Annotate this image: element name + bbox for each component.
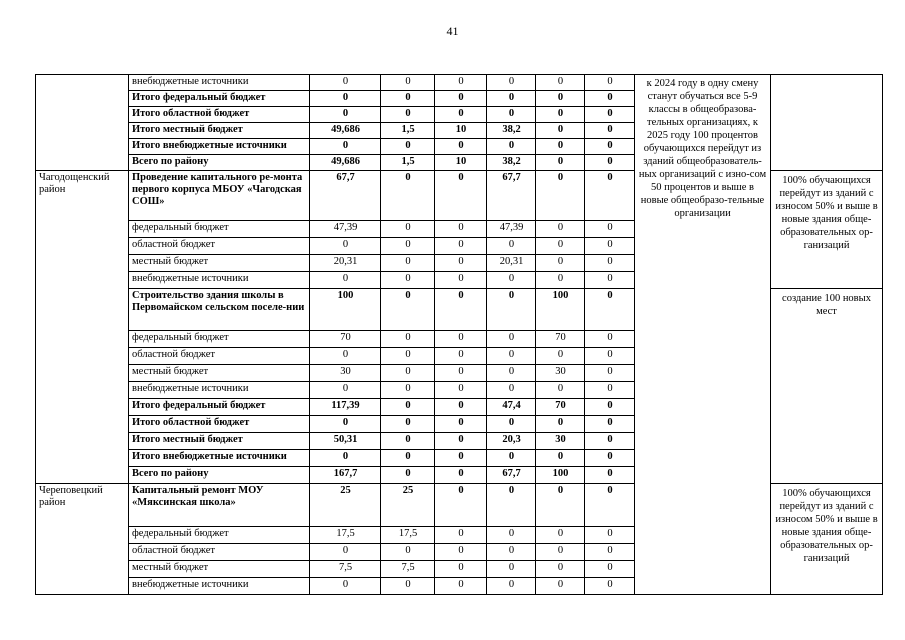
value-cell: 0: [435, 289, 487, 331]
value-cell: 47,4: [487, 399, 536, 416]
value-cell: 0: [585, 416, 635, 433]
value-cell: 1,5: [381, 155, 435, 171]
value-cell: 0: [310, 139, 381, 155]
page-number: 41: [446, 24, 459, 38]
row-label: федеральный бюджет: [129, 331, 310, 348]
value-cell: 0: [487, 238, 536, 255]
value-cell: 0: [585, 238, 635, 255]
table-body: [36, 75, 883, 595]
value-cell: 17,5: [381, 527, 435, 544]
value-cell: 0: [487, 484, 536, 527]
value-cell: 0: [381, 238, 435, 255]
value-cell: 47,39: [310, 221, 381, 238]
value-cell: 0: [585, 578, 635, 595]
row-label: областной бюджет: [129, 544, 310, 561]
value-cell: 100: [536, 467, 585, 484]
value-cell: 0: [435, 238, 487, 255]
value-cell: 38,2: [487, 123, 536, 139]
value-cell: 67,7: [310, 171, 381, 221]
value-cell: 0: [585, 467, 635, 484]
row-label: Капитальный ремонт МОУ «Мяксинская школа»: [129, 484, 310, 527]
value-cell: 30: [536, 365, 585, 382]
value-cell: 0: [435, 107, 487, 123]
value-cell: 0: [536, 255, 585, 272]
value-cell: 0: [381, 107, 435, 123]
value-cell: 47,39: [487, 221, 536, 238]
value-cell: 0: [310, 348, 381, 365]
value-cell: 0: [310, 578, 381, 595]
value-cell: 0: [585, 544, 635, 561]
result-cell: [771, 75, 883, 171]
value-cell: 0: [536, 91, 585, 107]
value-cell: 67,7: [487, 171, 536, 221]
value-cell: 30: [536, 433, 585, 450]
value-cell: 0: [585, 107, 635, 123]
value-cell: 70: [310, 331, 381, 348]
value-cell: 0: [585, 255, 635, 272]
value-cell: 0: [585, 399, 635, 416]
row-label: федеральный бюджет: [129, 221, 310, 238]
row-label: Итого областной бюджет: [129, 107, 310, 123]
value-cell: 0: [381, 399, 435, 416]
value-cell: 0: [536, 272, 585, 289]
value-cell: 0: [435, 416, 487, 433]
value-cell: 0: [585, 75, 635, 91]
value-cell: 0: [585, 91, 635, 107]
value-cell: 0: [487, 75, 536, 91]
value-cell: 0: [536, 416, 585, 433]
value-cell: 0: [381, 382, 435, 399]
value-cell: 0: [487, 416, 536, 433]
value-cell: 0: [381, 221, 435, 238]
value-cell: 0: [381, 578, 435, 595]
value-cell: 0: [585, 433, 635, 450]
value-cell: 20,3: [487, 433, 536, 450]
value-cell: 0: [435, 331, 487, 348]
value-cell: 0: [381, 365, 435, 382]
value-cell: 0: [585, 171, 635, 221]
value-cell: 0: [435, 399, 487, 416]
value-cell: 0: [381, 75, 435, 91]
row-label: местный бюджет: [129, 561, 310, 578]
row-label: Итого федеральный бюджет: [129, 399, 310, 416]
value-cell: 0: [585, 484, 635, 527]
value-cell: 0: [536, 155, 585, 171]
value-cell: 0: [487, 139, 536, 155]
value-cell: 30: [310, 365, 381, 382]
district-cell: Чагодощенский район: [36, 171, 129, 484]
value-cell: 0: [381, 544, 435, 561]
value-cell: 0: [381, 331, 435, 348]
value-cell: 0: [435, 561, 487, 578]
value-cell: 25: [381, 484, 435, 527]
value-cell: 0: [536, 544, 585, 561]
value-cell: 50,31: [310, 433, 381, 450]
value-cell: 0: [585, 450, 635, 467]
note-cell: к 2024 году в одну смену станут обучаться все 5-9 классы в общеобразова-тельных организациях, к 2025 году 100 процентов обучающихся перейдут из зданий общеобразователь-ных организаций с изно-сом 50 процентов и выше в новые общеобразо-тельные организации: [635, 75, 771, 595]
value-cell: 0: [585, 331, 635, 348]
value-cell: 0: [585, 289, 635, 331]
value-cell: 0: [536, 382, 585, 399]
value-cell: 0: [487, 331, 536, 348]
value-cell: 0: [487, 450, 536, 467]
value-cell: 0: [310, 450, 381, 467]
result-cell: 100% обучающихся перейдут из зданий с износом 50% и выше в новые здания обще-образовательных ор-ганизаций: [771, 171, 883, 289]
value-cell: 0: [435, 255, 487, 272]
value-cell: 0: [381, 139, 435, 155]
row-label: Всего по району: [129, 155, 310, 171]
value-cell: 0: [435, 365, 487, 382]
row-label: Итого внебюджетные источники: [129, 450, 310, 467]
value-cell: 49,686: [310, 123, 381, 139]
value-cell: 0: [487, 544, 536, 561]
value-cell: 0: [487, 348, 536, 365]
value-cell: 0: [487, 578, 536, 595]
value-cell: 0: [435, 527, 487, 544]
row-label: внебюджетные источники: [129, 382, 310, 399]
value-cell: 0: [536, 75, 585, 91]
district-cell: Череповецкий район: [36, 484, 129, 595]
row-label: Итого местный бюджет: [129, 433, 310, 450]
value-cell: 0: [536, 450, 585, 467]
value-cell: 100: [536, 289, 585, 331]
row-label: Итого областной бюджет: [129, 416, 310, 433]
value-cell: 0: [435, 578, 487, 595]
value-cell: 0: [536, 484, 585, 527]
value-cell: 0: [585, 123, 635, 139]
value-cell: 0: [381, 91, 435, 107]
value-cell: 0: [585, 155, 635, 171]
value-cell: 0: [310, 75, 381, 91]
value-cell: 0: [435, 382, 487, 399]
value-cell: 0: [585, 139, 635, 155]
result-cell: 100% обучающихся перейдут из зданий с износом 50% и выше в новые здания обще-образовательных ор-ганизаций: [771, 484, 883, 595]
value-cell: 0: [536, 139, 585, 155]
value-cell: 20,31: [310, 255, 381, 272]
value-cell: 0: [487, 527, 536, 544]
value-cell: 0: [381, 450, 435, 467]
value-cell: 0: [435, 272, 487, 289]
row-label: федеральный бюджет: [129, 527, 310, 544]
value-cell: 0: [381, 467, 435, 484]
value-cell: 0: [310, 544, 381, 561]
value-cell: 70: [536, 399, 585, 416]
value-cell: 17,5: [310, 527, 381, 544]
row-label: Итого федеральный бюджет: [129, 91, 310, 107]
value-cell: 0: [381, 289, 435, 331]
value-cell: 0: [585, 221, 635, 238]
value-cell: 0: [381, 433, 435, 450]
value-cell: 0: [310, 416, 381, 433]
value-cell: 0: [585, 272, 635, 289]
row-label: внебюджетные источники: [129, 75, 310, 91]
value-cell: 0: [585, 561, 635, 578]
budget-table: [35, 74, 883, 595]
value-cell: 0: [487, 561, 536, 578]
row-label: Проведение капитального ре-монта первого корпуса МБОУ «Чагодская СОШ»: [129, 171, 310, 221]
value-cell: 0: [435, 91, 487, 107]
value-cell: 0: [435, 348, 487, 365]
value-cell: 0: [536, 561, 585, 578]
value-cell: 0: [435, 139, 487, 155]
value-cell: 0: [536, 221, 585, 238]
value-cell: 0: [487, 382, 536, 399]
row-label: Строительство здания школы в Первомайском сельском поселе-нии: [129, 289, 310, 331]
row-label: Итого местный бюджет: [129, 123, 310, 139]
row-label: внебюджетные источники: [129, 578, 310, 595]
value-cell: 0: [536, 238, 585, 255]
value-cell: 1,5: [381, 123, 435, 139]
value-cell: 49,686: [310, 155, 381, 171]
value-cell: 0: [536, 348, 585, 365]
value-cell: 0: [381, 272, 435, 289]
value-cell: 0: [381, 171, 435, 221]
value-cell: 20,31: [487, 255, 536, 272]
district-cell: [36, 75, 129, 171]
value-cell: 0: [487, 107, 536, 123]
value-cell: 0: [435, 433, 487, 450]
value-cell: 38,2: [487, 155, 536, 171]
value-cell: 0: [381, 255, 435, 272]
value-cell: 0: [435, 75, 487, 91]
value-cell: 0: [487, 365, 536, 382]
value-cell: 0: [381, 416, 435, 433]
value-cell: 117,39: [310, 399, 381, 416]
value-cell: 0: [310, 238, 381, 255]
row-label: местный бюджет: [129, 255, 310, 272]
row-label: областной бюджет: [129, 348, 310, 365]
value-cell: 0: [585, 382, 635, 399]
row-label: внебюджетные источники: [129, 272, 310, 289]
value-cell: 7,5: [381, 561, 435, 578]
value-cell: 0: [585, 527, 635, 544]
value-cell: 0: [435, 450, 487, 467]
value-cell: 0: [487, 272, 536, 289]
value-cell: 0: [310, 107, 381, 123]
value-cell: 67,7: [487, 467, 536, 484]
value-cell: 0: [585, 365, 635, 382]
value-cell: 10: [435, 123, 487, 139]
result-cell: создание 100 новых мест: [771, 289, 883, 484]
row-label: областной бюджет: [129, 238, 310, 255]
value-cell: 100: [310, 289, 381, 331]
value-cell: 0: [536, 123, 585, 139]
value-cell: 0: [435, 484, 487, 527]
value-cell: 0: [536, 578, 585, 595]
value-cell: 0: [310, 272, 381, 289]
value-cell: 70: [536, 331, 585, 348]
value-cell: 7,5: [310, 561, 381, 578]
value-cell: 0: [435, 221, 487, 238]
value-cell: 0: [487, 289, 536, 331]
value-cell: 10: [435, 155, 487, 171]
value-cell: 25: [310, 484, 381, 527]
value-cell: 0: [487, 91, 536, 107]
value-cell: 0: [536, 107, 585, 123]
value-cell: 0: [435, 467, 487, 484]
value-cell: 0: [381, 348, 435, 365]
table-row: [36, 75, 883, 91]
value-cell: 0: [435, 544, 487, 561]
value-cell: 0: [310, 91, 381, 107]
value-cell: 0: [310, 382, 381, 399]
value-cell: 0: [536, 527, 585, 544]
row-label: Всего по району: [129, 467, 310, 484]
row-label: местный бюджет: [129, 365, 310, 382]
value-cell: 0: [435, 171, 487, 221]
row-label: Итого внебюджетные источники: [129, 139, 310, 155]
value-cell: 167,7: [310, 467, 381, 484]
value-cell: 0: [536, 171, 585, 221]
value-cell: 0: [585, 348, 635, 365]
